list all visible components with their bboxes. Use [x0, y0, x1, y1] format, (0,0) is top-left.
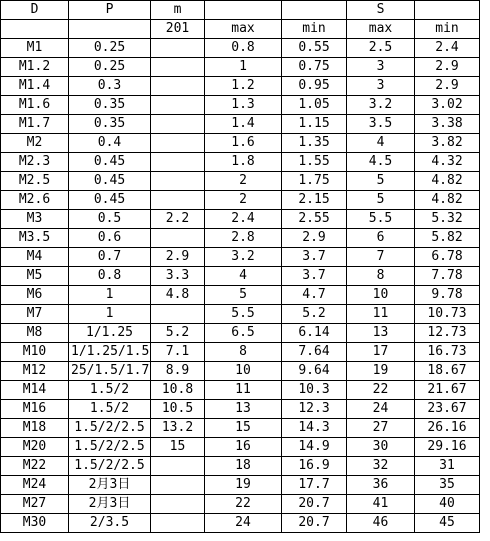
cell-m: 10.8 — [151, 381, 205, 400]
cell-d: M2.5 — [1, 172, 69, 191]
cell-p: 2/3.5 — [69, 514, 151, 533]
cell-p: 0.45 — [69, 191, 151, 210]
cell-k-min: 1.05 — [282, 96, 347, 115]
cell-k-min: 7.64 — [282, 343, 347, 362]
cell-k-min: 12.3 — [282, 400, 347, 419]
table-row — [1, 381, 480, 400]
cell-s-max: 36 — [347, 476, 415, 495]
cell-s-min: 16.73 — [415, 343, 480, 362]
cell-s-min: min — [415, 20, 480, 39]
cell-s-min: 2.9 — [415, 77, 480, 96]
cell-k-min: 20.7 — [282, 495, 347, 514]
cell-m — [151, 495, 205, 514]
cell-s-max: 7 — [347, 248, 415, 267]
cell-s-max: 46 — [347, 514, 415, 533]
cell-s-min: 3.82 — [415, 134, 480, 153]
cell-d: M2 — [1, 134, 69, 153]
cell-m: 15 — [151, 438, 205, 457]
cell-k-min: 1.75 — [282, 172, 347, 191]
cell-p: 0.5 — [69, 210, 151, 229]
cell-s-min: 3.02 — [415, 96, 480, 115]
cell-p: 0.4 — [69, 134, 151, 153]
cell-k-max: 8 — [205, 343, 282, 362]
cell-m — [151, 172, 205, 191]
cell-k-max: 6.5 — [205, 324, 282, 343]
cell-k-max: 11 — [205, 381, 282, 400]
cell-p: 0.8 — [69, 267, 151, 286]
cell-k-min: 2.15 — [282, 191, 347, 210]
table-row — [1, 39, 480, 58]
cell-d: M14 — [1, 381, 69, 400]
cell-p: 0.45 — [69, 153, 151, 172]
cell-d: M2.6 — [1, 191, 69, 210]
cell-d: M2.3 — [1, 153, 69, 172]
cell-d: M30 — [1, 514, 69, 533]
cell-k-max: 19 — [205, 476, 282, 495]
cell-s-min: 29.16 — [415, 438, 480, 457]
table-row — [1, 191, 480, 210]
cell-m — [151, 229, 205, 248]
cell-p: 1.5/2 — [69, 381, 151, 400]
cell-s-max: 30 — [347, 438, 415, 457]
cell-m: 7.1 — [151, 343, 205, 362]
cell-k-min: 16.9 — [282, 457, 347, 476]
cell-k-max: 1.8 — [205, 153, 282, 172]
cell-p: 0.25 — [69, 39, 151, 58]
table-row — [1, 495, 480, 514]
cell-k-max: 2.8 — [205, 229, 282, 248]
cell-k-max: 5 — [205, 286, 282, 305]
cell-s-min: 2.4 — [415, 39, 480, 58]
table-row — [1, 248, 480, 267]
table-row — [1, 286, 480, 305]
cell-k-max: 13 — [205, 400, 282, 419]
cell-s-max: 5 — [347, 191, 415, 210]
cell-p: 0.35 — [69, 115, 151, 134]
cell-p: 2月3日 — [69, 495, 151, 514]
cell-s-max: 11 — [347, 305, 415, 324]
cell-p: 0.45 — [69, 172, 151, 191]
cell-m — [151, 514, 205, 533]
cell-s-min: 31 — [415, 457, 480, 476]
cell-k-max: 1.2 — [205, 77, 282, 96]
cell-p: 0.6 — [69, 229, 151, 248]
cell-d: M5 — [1, 267, 69, 286]
table-row — [1, 400, 480, 419]
cell-k-max: 15 — [205, 419, 282, 438]
cell-s-min: 6.78 — [415, 248, 480, 267]
table-row — [1, 96, 480, 115]
cell-p: 0.7 — [69, 248, 151, 267]
cell-d: M27 — [1, 495, 69, 514]
cell-s-max: 24 — [347, 400, 415, 419]
cell-k-min: 0.75 — [282, 58, 347, 77]
cell-d: M8 — [1, 324, 69, 343]
cell-m — [151, 96, 205, 115]
cell-k-min: 14.3 — [282, 419, 347, 438]
cell-k-max: 1 — [205, 58, 282, 77]
cell-k-max: 22 — [205, 495, 282, 514]
cell-m: 3.3 — [151, 267, 205, 286]
table-row — [1, 134, 480, 153]
cell-m — [151, 39, 205, 58]
cell-s-max: 13 — [347, 324, 415, 343]
table-row — [1, 419, 480, 438]
cell-s-max: 17 — [347, 343, 415, 362]
cell-s-max: 41 — [347, 495, 415, 514]
cell-k-min: 1.15 — [282, 115, 347, 134]
cell-d: M1 — [1, 39, 69, 58]
cell-d: M6 — [1, 286, 69, 305]
cell-m — [151, 153, 205, 172]
cell-k-max: 2 — [205, 191, 282, 210]
cell-k-max: 1.6 — [205, 134, 282, 153]
cell-s-min: 7.78 — [415, 267, 480, 286]
table-row — [1, 210, 480, 229]
cell-s-min: 40 — [415, 495, 480, 514]
cell-k-min: 14.9 — [282, 438, 347, 457]
cell-p: 1.5/2/2.5 — [69, 457, 151, 476]
cell-m — [151, 115, 205, 134]
cell-k-max: max — [205, 20, 282, 39]
cell-p: 0.3 — [69, 77, 151, 96]
cell-m — [151, 58, 205, 77]
cell-d: M1.7 — [1, 115, 69, 134]
cell-s-max: 3.2 — [347, 96, 415, 115]
cell-m: 2.2 — [151, 210, 205, 229]
cell-s-min: 35 — [415, 476, 480, 495]
cell-m: 8.9 — [151, 362, 205, 381]
cell-s-max: 5.5 — [347, 210, 415, 229]
cell-d: M10 — [1, 343, 69, 362]
table-row — [1, 514, 480, 533]
cell-d — [1, 20, 69, 39]
cell-d: M24 — [1, 476, 69, 495]
cell-k-max: 16 — [205, 438, 282, 457]
cell-m — [151, 305, 205, 324]
cell-k-min — [282, 1, 347, 20]
cell-k-min: 2.55 — [282, 210, 347, 229]
cell-k-max: 24 — [205, 514, 282, 533]
cell-m: 4.8 — [151, 286, 205, 305]
cell-k-max: 2.4 — [205, 210, 282, 229]
cell-s-min: 4.82 — [415, 191, 480, 210]
cell-s-max: 3.5 — [347, 115, 415, 134]
table-row — [1, 362, 480, 381]
cell-s-min: 4.32 — [415, 153, 480, 172]
cell-k-min: 6.14 — [282, 324, 347, 343]
table-row — [1, 324, 480, 343]
cell-k-max — [205, 1, 282, 20]
cell-s-min: 5.82 — [415, 229, 480, 248]
table-row — [1, 267, 480, 286]
cell-d: M22 — [1, 457, 69, 476]
cell-d: M20 — [1, 438, 69, 457]
cell-s-max: 4 — [347, 134, 415, 153]
cell-s-max: 4.5 — [347, 153, 415, 172]
cell-d: D — [1, 1, 69, 20]
cell-k-min: min — [282, 20, 347, 39]
cell-d: M16 — [1, 400, 69, 419]
cell-p: 1/1.25 — [69, 324, 151, 343]
cell-p: 1/1.25/1.5 — [69, 343, 151, 362]
cell-s-max: 6 — [347, 229, 415, 248]
cell-m: 2.9 — [151, 248, 205, 267]
cell-s-min: 12.73 — [415, 324, 480, 343]
cell-k-min: 9.64 — [282, 362, 347, 381]
cell-s-min: 18.67 — [415, 362, 480, 381]
cell-m: m — [151, 1, 205, 20]
cell-s-max: max — [347, 20, 415, 39]
cell-p: 0.25 — [69, 58, 151, 77]
cell-k-max: 3.2 — [205, 248, 282, 267]
table-row — [1, 153, 480, 172]
table-row — [1, 476, 480, 495]
cell-s-max: 2.5 — [347, 39, 415, 58]
cell-m — [151, 476, 205, 495]
cell-d: M4 — [1, 248, 69, 267]
cell-s-min: 26.16 — [415, 419, 480, 438]
cell-m: 10.5 — [151, 400, 205, 419]
cell-k-max: 10 — [205, 362, 282, 381]
cell-s-min: 45 — [415, 514, 480, 533]
cell-s-max: 3 — [347, 77, 415, 96]
cell-m — [151, 77, 205, 96]
cell-d: M12 — [1, 362, 69, 381]
cell-k-max: 0.8 — [205, 39, 282, 58]
cell-p: 1.5/2 — [69, 400, 151, 419]
table-row — [1, 172, 480, 191]
cell-p: 1.5/2/2.5 — [69, 438, 151, 457]
cell-s-min: 3.38 — [415, 115, 480, 134]
cell-k-min: 0.55 — [282, 39, 347, 58]
cell-p: 0.35 — [69, 96, 151, 115]
table-row — [1, 343, 480, 362]
cell-k-min: 0.95 — [282, 77, 347, 96]
cell-s-max: 22 — [347, 381, 415, 400]
cell-k-min: 1.35 — [282, 134, 347, 153]
cell-k-max: 1.3 — [205, 96, 282, 115]
cell-p: 1.5/2/2.5 — [69, 419, 151, 438]
table-row — [1, 305, 480, 324]
cell-s-min: 5.32 — [415, 210, 480, 229]
table-body — [1, 1, 480, 533]
table-row — [1, 58, 480, 77]
cell-d: M7 — [1, 305, 69, 324]
cell-k-min: 20.7 — [282, 514, 347, 533]
cell-p: 25/1.5/1.7 — [69, 362, 151, 381]
cell-d: M1.2 — [1, 58, 69, 77]
cell-d: M18 — [1, 419, 69, 438]
cell-p: 1 — [69, 305, 151, 324]
cell-s-min: 10.73 — [415, 305, 480, 324]
cell-p: 1 — [69, 286, 151, 305]
cell-k-min: 4.7 — [282, 286, 347, 305]
cell-s-max: 5 — [347, 172, 415, 191]
cell-k-min: 1.55 — [282, 153, 347, 172]
cell-s-max: 8 — [347, 267, 415, 286]
cell-s-min — [415, 1, 480, 20]
cell-s-max: 3 — [347, 58, 415, 77]
cell-s-max: S — [347, 1, 415, 20]
cell-s-max: 32 — [347, 457, 415, 476]
cell-m — [151, 191, 205, 210]
cell-s-max: 19 — [347, 362, 415, 381]
cell-p — [69, 20, 151, 39]
cell-k-min: 3.7 — [282, 248, 347, 267]
cell-k-min: 2.9 — [282, 229, 347, 248]
header-row — [1, 20, 480, 39]
cell-k-max: 18 — [205, 457, 282, 476]
cell-s-min: 2.9 — [415, 58, 480, 77]
cell-k-min: 3.7 — [282, 267, 347, 286]
cell-s-min: 4.82 — [415, 172, 480, 191]
cell-m — [151, 457, 205, 476]
cell-k-max: 5.5 — [205, 305, 282, 324]
cell-k-min: 10.3 — [282, 381, 347, 400]
cell-m: 13.2 — [151, 419, 205, 438]
cell-p: 2月3日 — [69, 476, 151, 495]
cell-k-min: 17.7 — [282, 476, 347, 495]
cell-k-max: 1.4 — [205, 115, 282, 134]
cell-d: M1.4 — [1, 77, 69, 96]
cell-m: 201 — [151, 20, 205, 39]
header-row — [1, 1, 480, 20]
table-row — [1, 229, 480, 248]
cell-m — [151, 134, 205, 153]
cell-s-min: 21.67 — [415, 381, 480, 400]
table-row — [1, 438, 480, 457]
cell-s-min: 9.78 — [415, 286, 480, 305]
cell-p: P — [69, 1, 151, 20]
table-row — [1, 115, 480, 134]
table-row — [1, 77, 480, 96]
cell-s-max: 10 — [347, 286, 415, 305]
cell-d: M3 — [1, 210, 69, 229]
cell-k-max: 4 — [205, 267, 282, 286]
cell-k-max: 2 — [205, 172, 282, 191]
cell-d: M1.6 — [1, 96, 69, 115]
cell-m: 5.2 — [151, 324, 205, 343]
cell-s-max: 27 — [347, 419, 415, 438]
cell-d: M3.5 — [1, 229, 69, 248]
cell-s-min: 23.67 — [415, 400, 480, 419]
table-row — [1, 457, 480, 476]
cell-k-min: 5.2 — [282, 305, 347, 324]
